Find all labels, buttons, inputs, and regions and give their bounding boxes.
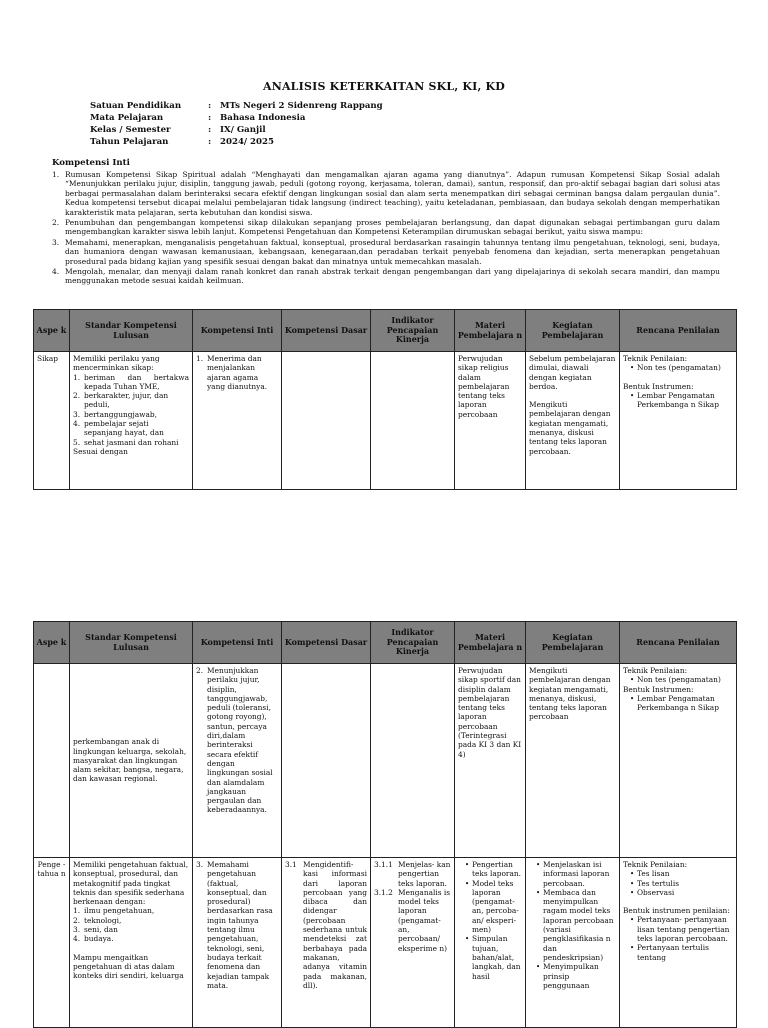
ki-item-number: 1. bbox=[52, 170, 60, 179]
list-text: • Observasi bbox=[637, 887, 675, 897]
info-row bbox=[90, 112, 383, 124]
list-text: pembelajar sejati sepanjang hayat, dan bbox=[84, 419, 164, 438]
indikator-number: 3.1.1 bbox=[374, 860, 393, 869]
cell-kegiatan bbox=[526, 352, 620, 490]
ki-item bbox=[52, 267, 720, 286]
list-item bbox=[627, 675, 733, 684]
list-text: • Non tes (pengamatan) bbox=[637, 363, 721, 373]
cell-skl bbox=[70, 352, 193, 490]
info-separator: : bbox=[208, 137, 212, 147]
info-separator: : bbox=[208, 125, 212, 135]
list-text: berkarakter, jujur, dan peduli, bbox=[84, 391, 169, 410]
list-text: ilmu pengetahuan, bbox=[84, 906, 155, 916]
penilaian-teknik-label: Teknik Penilaian: bbox=[623, 354, 688, 363]
materi-list bbox=[458, 860, 522, 981]
ki-text: Menunjukkan perilaku jujur, disiplin, tanggungjawab, peduli (toleransi, gotong royong), santun, percaya diri,dalam berinteraksi secara efektif dengan lingkungan sosial dan alamdalam jangkauan pergaulan dan keberadaannya. bbox=[207, 666, 273, 815]
list-item bbox=[627, 694, 733, 713]
list-item bbox=[533, 962, 616, 990]
list-item bbox=[73, 373, 189, 392]
indikator-text: Menjelas- kan pengertian teks laporan. bbox=[398, 860, 451, 888]
penilaian-teknik-list bbox=[623, 363, 733, 372]
list-number: 5. bbox=[73, 437, 81, 447]
ki-item-text: Memahami, menerapkan, menganalisis pengetahuan faktual, konseptual, prosedural berdasarkan rasaingin tahunnya tentang ilmu pengetahuan, teknologi, seni, budaya, dan humaniora dengan wawasan kemanusiaan, kebangsaan, kenegaraan,dan peradaban terkait penyebab fenomena dan kejadian, serta menerapkan pengetahuan prosedural pada bidang kajian yang spesifik sesuai dengan bakat dan minatnya untuk memecahkan masalah. bbox=[65, 237, 720, 266]
list-item bbox=[627, 943, 733, 962]
list-text: • Tes tertulis bbox=[637, 878, 679, 888]
info-label: Tahun Pelajaran bbox=[90, 137, 169, 147]
cell-kd bbox=[282, 352, 371, 490]
list-text: • Menyimpulkan prinsip penggunaan bbox=[543, 962, 599, 990]
header-ki: Kompetensi Inti bbox=[193, 622, 282, 664]
list-item bbox=[533, 888, 616, 962]
list-text: • Simpulan tujuan, bahan/alat, langkah, dan hasil bbox=[472, 934, 521, 981]
spacer bbox=[529, 391, 616, 400]
kegiatan-text: Sebelum pembelajaran dimulai, diawali dengan kegiatan berdoa. bbox=[529, 354, 616, 391]
list-text: bertanggungjawab, bbox=[84, 409, 157, 419]
kd-number: 3.1 bbox=[285, 860, 297, 869]
cell-aspek: Penge - tahua n bbox=[34, 858, 70, 1028]
list-text: sehat jasmani dan rohani bbox=[84, 437, 179, 447]
skl-intro: Memiliki perilaku yang mencerminkan sikap: bbox=[73, 354, 160, 373]
info-row bbox=[90, 100, 383, 112]
indikator-entry bbox=[374, 888, 451, 953]
list-item bbox=[462, 860, 522, 879]
ki-item-number: 2. bbox=[52, 218, 60, 228]
indikator-number: 3.1.2 bbox=[374, 887, 393, 897]
ki-text: Memahami pengetahuan (faktual, konseptual, dan prosedural) berdasarkan rasa ingin tahunya tentang ilmu pengetahuan, teknologi, seni, budaya terkait fenomena dan kejadian tampak mata. bbox=[207, 860, 273, 990]
kd-text: Mengidentifi- kasi informasi dari laporan percobaan yang dibaca dan didengar (percobaan sederhana untuk mendeteksi zat berbahaya pada makanan, adanya vitamin pada makanan, dll). bbox=[303, 860, 367, 990]
spacer bbox=[623, 897, 733, 906]
header-aspek: Aspe k bbox=[34, 310, 70, 352]
cell-penilaian bbox=[620, 352, 737, 490]
list-number: 3. bbox=[73, 409, 81, 419]
cell-indikator bbox=[371, 858, 455, 1028]
list-text: • Non tes (pengamatan) bbox=[637, 675, 721, 685]
spacer bbox=[73, 944, 189, 953]
info-value: MTs Negeri 2 Sidenreng Rappang bbox=[220, 101, 383, 111]
ki-entry bbox=[196, 666, 278, 815]
cell-indikator bbox=[371, 664, 455, 858]
list-item bbox=[533, 860, 616, 888]
list-number: 3. bbox=[73, 925, 81, 935]
cell-ki bbox=[193, 664, 282, 858]
list-item bbox=[462, 879, 522, 935]
list-text: budaya. bbox=[84, 934, 114, 944]
list-text: seni, dan bbox=[84, 925, 118, 935]
list-text: • Tes lisan bbox=[637, 869, 670, 879]
list-item bbox=[73, 410, 189, 419]
penilaian-bentuk-label: Bentuk Instrumen: bbox=[623, 684, 694, 694]
ki-item-number: 3. bbox=[52, 237, 60, 247]
cell-materi bbox=[455, 858, 526, 1028]
ki-item bbox=[52, 238, 720, 266]
indikator-entry bbox=[374, 860, 451, 888]
analysis-table-2 bbox=[33, 621, 737, 1028]
skl-text: perkembangan anak di lingkungan keluarga, sekolah, masyarakat dan lingkungan alam sekitar, bangsa, negara, dan kawasan regional. bbox=[73, 737, 187, 784]
list-text: • Membaca dan menyimpulkan ragam model teks laporan percobaan (variasi pengklasifikasia n dan pendeskripsian) bbox=[543, 887, 614, 962]
list-number: 2. bbox=[73, 915, 81, 925]
ki-number: 3. bbox=[196, 860, 204, 869]
ki-heading: Kompetensi Inti bbox=[52, 158, 130, 168]
table-row bbox=[34, 664, 737, 858]
cell-indikator bbox=[371, 352, 455, 490]
info-label: Satuan Pendidikan bbox=[90, 101, 182, 111]
ki-entry bbox=[196, 354, 278, 391]
ki-item-number: 4. bbox=[52, 267, 60, 277]
cell-ki bbox=[193, 858, 282, 1028]
cell-aspek: Sikap bbox=[34, 352, 70, 490]
cell-penilaian bbox=[620, 858, 737, 1028]
info-row bbox=[90, 136, 383, 148]
info-separator: : bbox=[208, 113, 212, 123]
skl-list bbox=[73, 906, 189, 943]
cell-materi: Perwujudan sikap religius dalam pembelajaran tentang teks laporan percobaan bbox=[455, 352, 526, 490]
indikator-text: Menganalis is model teks laporan (pengamat- an, percobaan/ eksperime n) bbox=[398, 887, 451, 953]
skl-intro: Memiliki pengetahuan faktual, konseptual, prosedural, dan metakognitif pada tingkat teknis dan spesifik sederhana berkenaan dengan: bbox=[73, 860, 189, 907]
penilaian-teknik-list bbox=[623, 869, 733, 897]
penilaian-teknik-label: Teknik Penilaian: bbox=[623, 860, 688, 869]
skl-tail: Sesuai dengan bbox=[73, 446, 128, 456]
list-text: • Pertanyaan- pertanyaan lisan tentang pengertian teks laporan percobaan. bbox=[637, 915, 730, 944]
penilaian-teknik-label: Teknik Penilaian: bbox=[623, 666, 688, 675]
header-indikator: Indikator Pencapaian Kinerja bbox=[371, 310, 455, 352]
header-penilaian: Rencana Penilaian bbox=[620, 310, 737, 352]
list-item bbox=[627, 915, 733, 943]
list-item bbox=[627, 391, 733, 410]
kegiatan-list bbox=[529, 860, 616, 990]
header-ki: Kompetensi Inti bbox=[193, 310, 282, 352]
penilaian-bentuk-list bbox=[623, 391, 733, 410]
penilaian-bentuk-label: Bentuk instrumen penilaian: bbox=[623, 906, 730, 916]
cell-skl bbox=[70, 858, 193, 1028]
table-header-row bbox=[34, 622, 737, 664]
info-value: 2024/ 2025 bbox=[220, 137, 274, 147]
header-kd: Kompetensi Dasar bbox=[282, 310, 371, 352]
list-number: 4. bbox=[73, 934, 81, 944]
cell-ki bbox=[193, 352, 282, 490]
ki-number: 1. bbox=[196, 354, 204, 363]
ki-item-text: Rumusan Kompetensi Sikap Spiritual adalah “Menghayati dan mengamalkan ajaran agama yang dianutnya”. Adapun rumusan Kompetensi Sikap Sosial adalah “Menunjukkan perilaku jujur, disiplin, tanggung jawab, peduli (gotong royong, kerjasama, toleran, damai), santun, responsif, dan pro-aktif sebagai bagian dari solusi atas berbagai permasalahan dalam berinteraksi secara efektif dengan lingkungan sosial dan alam serta menempatkan diri sebagai cerminan bangsa dalam pergaulan dunia”. Kedua kompetensi tersebut dicapai melalui pembelajaran tidak langsung (indirect teaching), yaitu keteladanan, pembiasaan, dan budaya sekolah dengan memperhatikan karakteristik mata pelajaran, serta kebutuhan dan kondisi siswa. bbox=[65, 170, 720, 217]
penilaian-bentuk-list bbox=[623, 694, 733, 713]
list-text: • Model teks laporan (pengamat- an, percoba- an/ eksperi- men) bbox=[472, 878, 519, 935]
ki-item bbox=[52, 170, 720, 217]
info-label: Mata Pelajaran bbox=[90, 113, 164, 123]
list-text: • Pengertian teks laporan. bbox=[472, 860, 521, 879]
list-text: • Lembar Pengamatan Perkembanga n Sikap bbox=[637, 693, 719, 713]
info-separator: : bbox=[208, 101, 212, 111]
cell-kd bbox=[282, 858, 371, 1028]
cell-materi: Perwujudan sikap sportif dan disiplin dalam pembelajaran tentang teks laporan percobaan (Terintegrasi pada KI 3 dan KI 4) bbox=[455, 664, 526, 858]
kegiatan-text: Mengikuti pembelajaran dengan kegiatan mengamati, menanya, diskusi tentang teks laporan percobaan. bbox=[529, 400, 611, 456]
ki-item-text: Mengolah, menalar, dan menyaji dalam ranah konkret dan ranah abstrak terkait dengan pengembangan dari yang dipelajarinya di sekolah secara mandiri, dan mampu menggunakan metode sesuai kaidah keilmuan. bbox=[65, 267, 720, 286]
header-kegiatan: Kegiatan Pembelajaran bbox=[526, 310, 620, 352]
ki-text: Menerima dan menjalankan ajaran agama yang dianutnya. bbox=[207, 354, 268, 391]
list-item bbox=[73, 906, 189, 915]
skl-tail: Mampu mengaitkan pengetahuan di atas dalam konteks diri sendiri, keluarga bbox=[73, 952, 184, 981]
list-number: 4. bbox=[73, 419, 81, 429]
ki-number: 2. bbox=[196, 666, 204, 675]
penilaian-bentuk-list bbox=[623, 915, 733, 961]
header-indikator: Indikator Pencapaian Kinerja bbox=[371, 622, 455, 664]
list-item bbox=[627, 888, 733, 897]
list-item bbox=[627, 879, 733, 888]
analysis-table-1 bbox=[33, 309, 737, 490]
header-kegiatan: Kegiatan Pembelajaran bbox=[526, 622, 620, 664]
ki-list bbox=[52, 170, 720, 287]
list-item bbox=[462, 934, 522, 980]
spacer bbox=[623, 373, 733, 382]
list-text: • Pertanyaan tertulis tentang bbox=[637, 943, 709, 962]
list-number: 1. bbox=[73, 906, 81, 916]
penilaian-teknik-list bbox=[623, 675, 733, 684]
document-title: ANALISIS KETERKAITAN SKL, KI, KD bbox=[262, 80, 506, 93]
header-penilaian: Rencana Penilaian bbox=[620, 622, 737, 664]
ki-entry bbox=[196, 860, 278, 990]
skl-list bbox=[73, 373, 189, 447]
header-skl: Standar Kompetensi Lulusan bbox=[70, 622, 193, 664]
header-skl: Standar Kompetensi Lulusan bbox=[70, 310, 193, 352]
cell-penilaian bbox=[620, 664, 737, 858]
list-item bbox=[73, 419, 189, 438]
list-item bbox=[73, 438, 189, 447]
cell-kd bbox=[282, 664, 371, 858]
ki-item-text: Penumbuhan dan pengembangan kompetensi sikap dilakukan sepanjang proses pembelajaran berlangsung, dan dapat digunakan sebagai pertimbangan guru dalam mengembangkan karakter siswa lebih lanjut. Kompetensi Pengetahuan dan Kompetensi Keterampilan dirumuskan sebagai berikut, yaitu siswa mampu: bbox=[65, 218, 720, 237]
table-row bbox=[34, 352, 737, 490]
header-materi: Materi Pembelajara n bbox=[455, 310, 526, 352]
penilaian-bentuk-label: Bentuk Instrumen: bbox=[623, 381, 694, 391]
info-row bbox=[90, 124, 383, 136]
table-header-row bbox=[34, 310, 737, 352]
header-materi: Materi Pembelajara n bbox=[455, 622, 526, 664]
list-item bbox=[627, 869, 733, 878]
info-value: Bahasa Indonesia bbox=[220, 113, 306, 123]
list-text: • Lembar Pengamatan Perkembanga n Sikap bbox=[637, 390, 719, 410]
list-item bbox=[627, 363, 733, 372]
list-number: 2. bbox=[73, 391, 81, 401]
info-value: IX/ Ganjil bbox=[220, 125, 266, 135]
list-item bbox=[73, 391, 189, 410]
info-label: Kelas / Semester bbox=[90, 125, 171, 135]
kd-entry bbox=[285, 860, 367, 990]
list-text: teknologi, bbox=[84, 915, 122, 925]
list-text: • Menjelaskan isi informasi laporan percobaan. bbox=[543, 860, 610, 888]
table-row bbox=[34, 858, 737, 1028]
document-info bbox=[90, 100, 383, 148]
cell-kegiatan bbox=[526, 858, 620, 1028]
cell-skl bbox=[70, 664, 193, 858]
list-text: beriman dan bertakwa kepada Tuhan YME, bbox=[84, 372, 189, 391]
header-kd: Kompetensi Dasar bbox=[282, 622, 371, 664]
list-number: 1. bbox=[73, 372, 81, 382]
list-item bbox=[73, 925, 189, 934]
cell-aspek bbox=[34, 664, 70, 858]
header-aspek: Aspe k bbox=[34, 622, 70, 664]
list-item bbox=[73, 934, 189, 943]
ki-item bbox=[52, 218, 720, 237]
cell-kegiatan: Mengikuti pembelajaran dengan kegiatan mengamati, menanya, diskusi, tentang teks laporan percobaan bbox=[526, 664, 620, 858]
list-item bbox=[73, 916, 189, 925]
